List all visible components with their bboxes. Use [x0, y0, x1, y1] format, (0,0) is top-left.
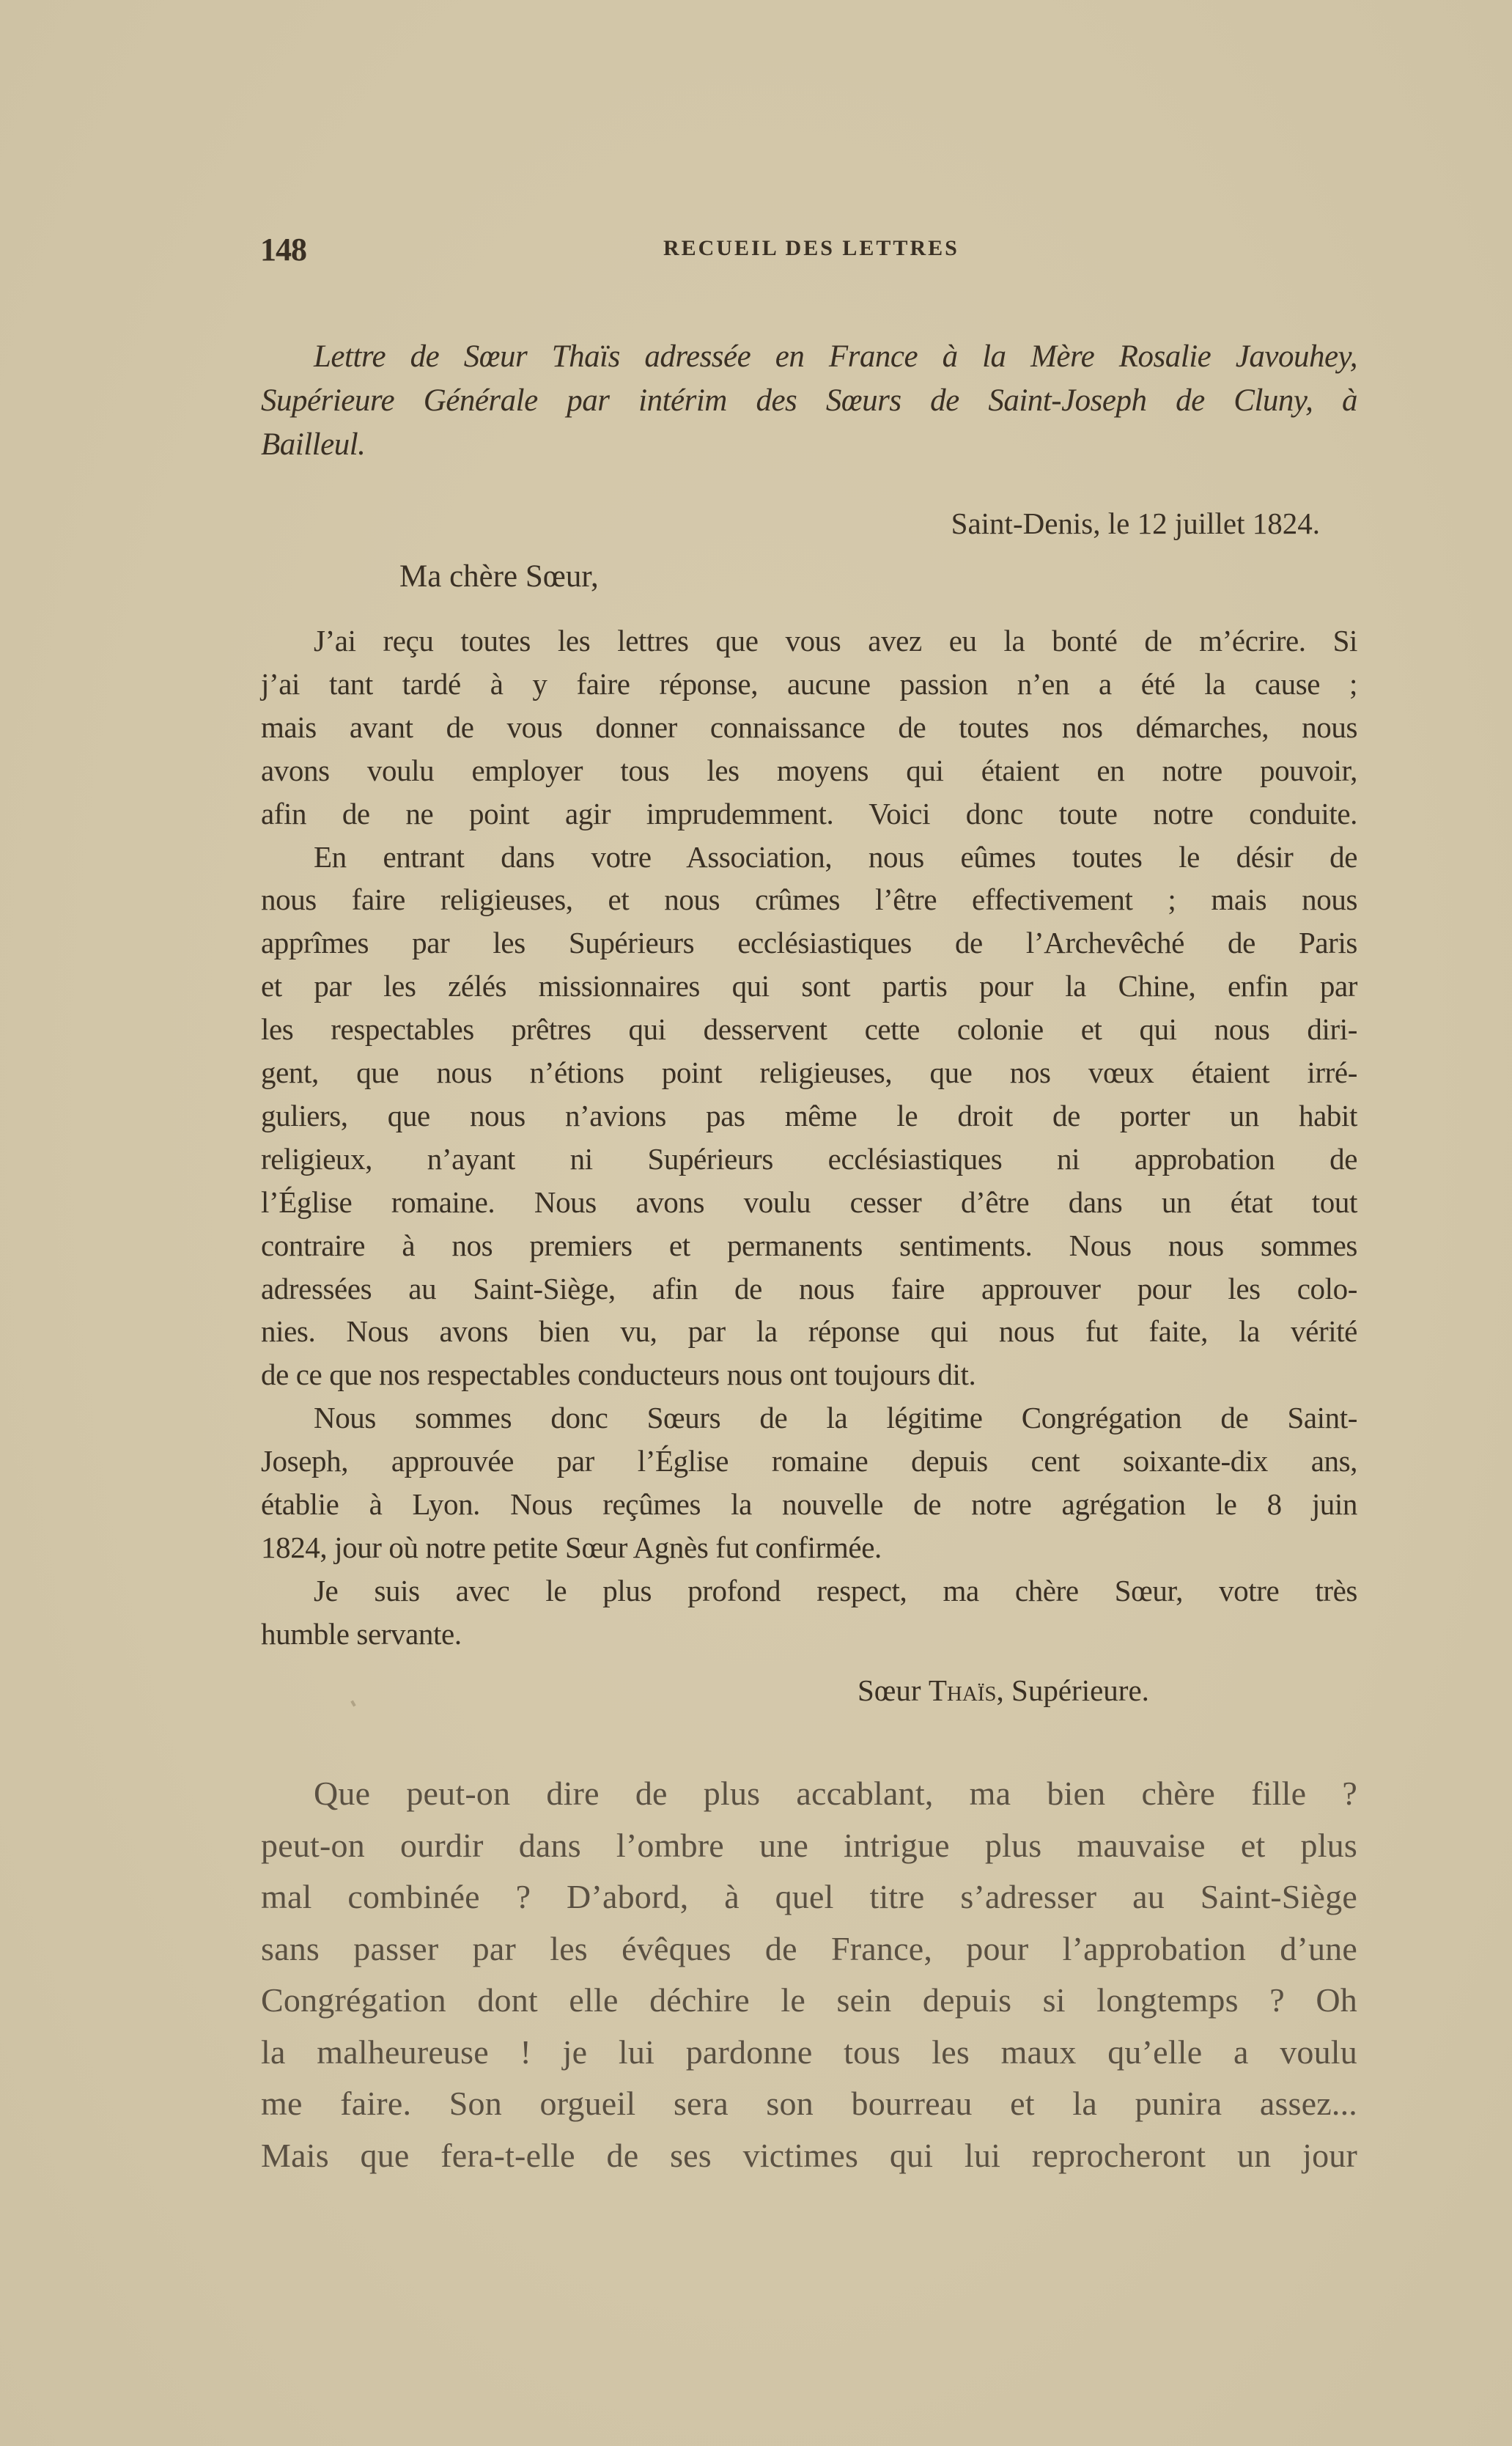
running-head: RECUEIL DES LETTRES [663, 236, 959, 260]
body-line: contraire à nos premiers et permanents sentiments. Nous nous sommes [261, 1228, 1357, 1262]
page-number: 148 [260, 232, 306, 268]
commentary-line: peut-on ourdir dans l’ombre une intrigue plus mauvaise et plus [261, 1826, 1357, 1864]
signature-name: Thaïs [928, 1673, 997, 1707]
body-line: les respectables prêtres qui desservent cette colonie et qui nous diri- [261, 1012, 1357, 1047]
commentary-line: mal combinée ? D’abord, à quel titre s’adresser au Saint-Siège [261, 1878, 1357, 1915]
commentary-line: Congrégation dont elle déchire le sein depuis si longtemps ? Oh [261, 1981, 1357, 2019]
body-line: guliers, que nous n’avions pas même le droit de porter un habit [261, 1098, 1357, 1132]
body-line: adressées au Saint-Siège, afin de nous faire approuver pour les colo- [261, 1271, 1357, 1305]
signature-prefix: Sœur [858, 1673, 929, 1707]
commentary-line: sans passer par les évêques de France, pour l’approbation d’une [261, 1929, 1357, 1967]
body-line: humble servante. [261, 1616, 462, 1651]
body-line: J’ai reçu toutes les lettres que vous avez eu la bonté de m’écrire. Si [314, 624, 1357, 657]
body-line: Joseph, approuvée par l’Église romaine depuis cent soixante-dix ans, [261, 1444, 1357, 1478]
body-line: mais avant de vous donner connaissance de toutes nos démarches, nous [261, 710, 1357, 744]
title-line: Supérieure Générale par intérim des Sœurs de Saint-Joseph de Cluny, à [261, 383, 1357, 418]
commentary-line: me faire. Son orgueil sera son bourreau et la punira assez... [261, 2085, 1357, 2122]
body-line: nous faire religieuses, et nous crûmes l’être effectivement ; mais nous [261, 883, 1357, 917]
title-line: Bailleul. [261, 427, 366, 462]
body-line: de ce que nos respectables conducteurs nous ont toujours dit. [261, 1358, 976, 1392]
body-line: apprîmes par les Supérieurs ecclésiastiques de l’Archevêché de Paris [261, 926, 1357, 960]
paper-speck [350, 1701, 355, 1707]
commentary-line: la malheureuse ! je lui pardonne tous les maux qu’elle a voulu [261, 2033, 1357, 2071]
body-line: Je suis avec le plus profond respect, ma chère Sœur, votre très [314, 1573, 1357, 1607]
body-line: religieux, n’ayant ni Supérieurs ecclésiastiques ni approbation de [261, 1141, 1357, 1176]
signature-suffix: , Supérieure. [996, 1673, 1149, 1707]
body-line: établie à Lyon. Nous reçûmes la nouvelle de notre agrégation le 8 juin [261, 1487, 1357, 1521]
commentary-line: Mais que fera-t-elle de ses victimes qui lui reprocheront un jour [261, 2136, 1357, 2174]
body-line: En entrant dans votre Association, nous eûmes toutes le désir de [314, 839, 1357, 874]
salutation: Ma chère Sœur, [399, 559, 599, 594]
body-line: nies. Nous avons bien vu, par la réponse qui nous fut faite, la vérité [261, 1314, 1357, 1349]
body-line: j’ai tant tardé à y faire réponse, aucune passion n’en a été la cause ; [261, 666, 1357, 701]
body-line: 1824, jour où notre petite Sœur Agnès fut confirmée. [261, 1530, 882, 1564]
title-line: Lettre de Sœur Thaïs adressée en France à la Mère Rosalie Javouhey, [314, 339, 1357, 374]
body-line: Nous sommes donc Sœurs de la légitime Congrégation de Saint- [314, 1401, 1357, 1435]
body-line: avons voulu employer tous les moyens qui étaient en notre pouvoir, [261, 753, 1357, 787]
commentary-line: Que peut-on dire de plus accablant, ma bien chère fille ? [314, 1775, 1357, 1812]
body-line: l’Église romaine. Nous avons voulu cesser d’être dans un état tout [261, 1185, 1357, 1219]
signature [858, 1673, 1149, 1708]
body-line: afin de ne point agir imprudemment. Voici donc toute notre conduite. [261, 796, 1357, 830]
body-line: et par les zélés missionnaires qui sont partis pour la Chine, enfin par [261, 969, 1357, 1003]
letter-date: Saint-Denis, le 12 juillet 1824. [951, 506, 1320, 540]
body-line: gent, que nous n’étions point religieuses, que nos vœux étaient irré- [261, 1056, 1357, 1089]
